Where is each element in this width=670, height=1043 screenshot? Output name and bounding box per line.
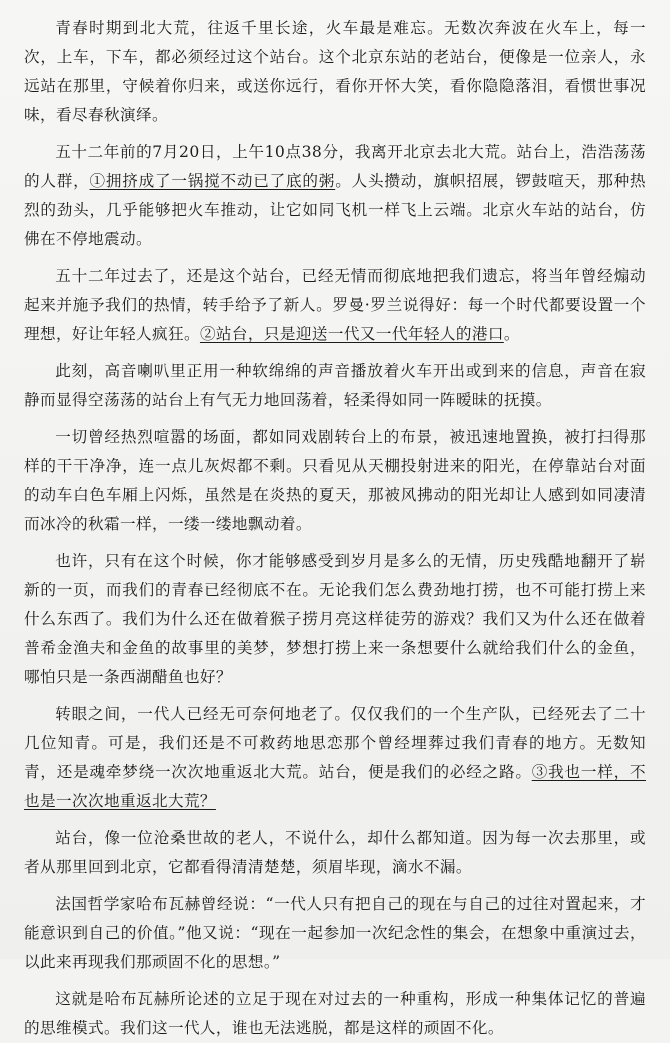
- paragraph: [24, 262, 646, 349]
- text-segment: 五十二年前的7月20日，上午10点38分，我离开北京去北大荒。站台上，浩浩荡荡的人群，: [24, 143, 646, 190]
- text-segment: 法国哲学家哈布瓦赫曾经说：“一代人只有把自己的现在与自己的过往对置起来，才能意识到自己的价值。”他又说：“现在一起参加一次纪念性的集会，在想象中重演过去，以此来再现我们那顽固不化的思想。”: [24, 895, 646, 971]
- paragraph: [24, 547, 646, 692]
- text-segment: 。: [503, 325, 520, 343]
- paragraph: [24, 985, 646, 1043]
- text-segment: 转眼之间，一代人已经无可奈何地老了。仅仅我们的一个生产队，已经死去了二十几位知青。可是，我们还是不可救药地思恋那个曾经埋葬过我们青春的地方。无数知青，还是魂牵梦绕一次次地重返北大荒。站台，便是我们的必经之路。: [24, 705, 646, 781]
- paragraph: [24, 423, 646, 539]
- paragraph: [24, 138, 646, 254]
- text-segment: 。人头攒动，旗帜招展，锣鼓喧天，那种热烈的劲头，几乎能够把火车推动，让它如同飞机一样飞上云端。北京火车站的站台，仿佛在不停地震动。: [24, 172, 646, 248]
- text-segment: 青春时期到北大荒，往返千里长途，火车最是难忘。无数次奔波在火车上，每一次，上车，下车，都必须经过这个站台。这个北京东站的老站台，便像是一位亲人，永远站在那里，守候着你归来，或送你远行，看你开怀大笑，看你隐隐落泪，看惯世事况味，看尽春秋演绎。: [24, 19, 646, 124]
- text-segment: 站台，像一位沧桑世故的老人，不说什么，却什么都知道。因为每一次去那里，或者从那里回到北京，它都看得清清楚楚，须眉毕现，滴水不漏。: [24, 829, 646, 876]
- text-segment: 此刻，高音喇叭里正用一种软绵绵的声音播放着火车开出或到来的信息，声音在寂静而显得空荡荡的站台上有气无力地回荡着，轻柔得如同一阵暧昧的抚摸。: [24, 362, 646, 409]
- article-body: [24, 14, 646, 1043]
- paragraph: [24, 824, 646, 882]
- paragraph: [24, 890, 646, 977]
- underlined-sentence: ③我也一样，不也是一次次地重返北大荒？: [24, 763, 646, 810]
- underlined-sentence: ①拥挤成了一锅搅不动已了底的粥: [89, 172, 336, 190]
- paragraph: [24, 357, 646, 415]
- paragraph: [24, 14, 646, 130]
- underlined-sentence: ②站台，只是迎送一代又一代年轻人的港口: [199, 325, 504, 343]
- text-segment: 一切曾经热烈喧嚣的场面，都如同戏剧转台上的布景，被迅速地置换，被打扫得那样的干干净净，连一点儿灰烬都不剩。只看见从天棚投射进来的阳光，在停靠站台对面的动车白色车厢上闪烁，虽然是在炎热的夏天，那被风拂动的阳光却让人感到如同凄清而冰冷的秋霜一样，一缕一缕地飘动着。: [24, 428, 646, 533]
- text-segment: 也许，只有在这个时候，你才能够感受到岁月是多么的无情，历史残酷地翻开了崭新的一页，而我们的青春已经彻底不在。无论我们怎么费劲地打捞，也不可能打捞上来什么东西了。我们为什么还在做着猴子捞月亮这样徒劳的游戏？我们又为什么还在做着普希金渔夫和金鱼的故事里的美梦，梦想打捞上来一条想要什么就给我们什么的金鱼，哪怕只是一条西湖醋鱼也好？: [24, 552, 646, 686]
- text-segment: 五十二年过去了，还是这个站台，已经无情而彻底地把我们遗忘，将当年曾经煽动起来并施予我们的热情，转手给予了新人。罗曼·罗兰说得好：每一个时代都要设置一个理想，好让年轻人疯狂。: [24, 267, 646, 343]
- paragraph: [24, 700, 646, 816]
- text-segment: 这就是哈布瓦赫所论述的立足于现在对过去的一种重构，形成一种集体记忆的普遍的思维模式。我们这一代人，谁也无法逃脱，都是这样的顽固不化。: [24, 990, 646, 1037]
